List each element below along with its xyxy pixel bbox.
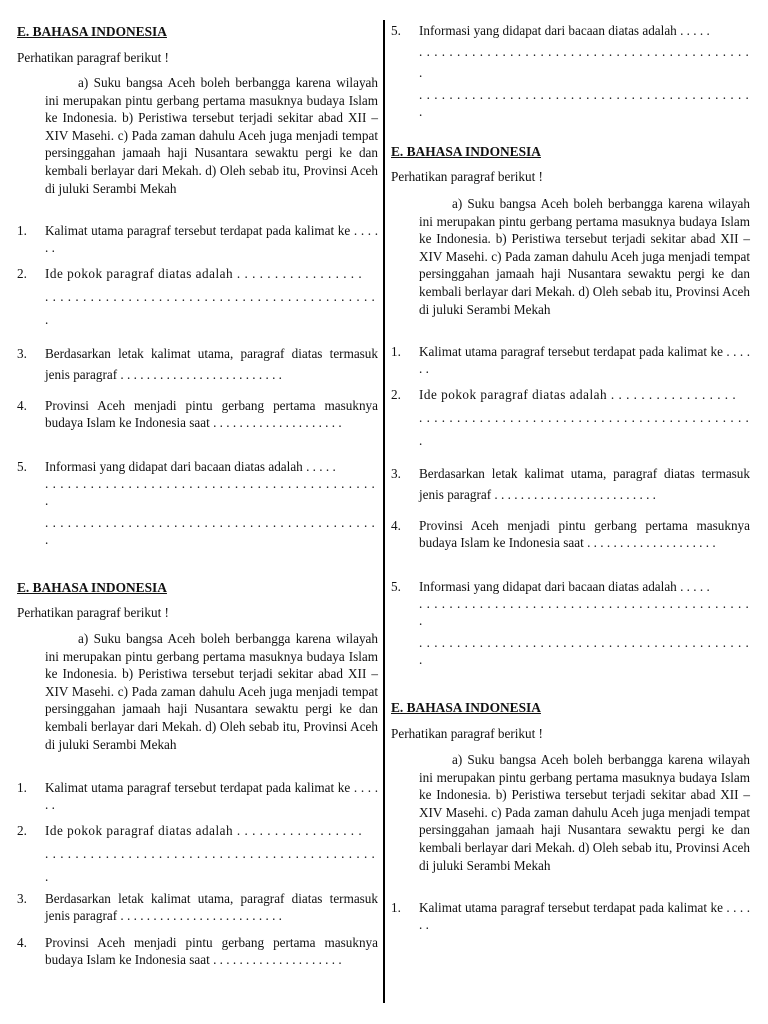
worksheet-heading: E. BAHASA INDONESIA bbox=[391, 700, 541, 715]
question-text: Informasi yang didapat dari bacaan diatas adalah . . . . . bbox=[45, 459, 336, 474]
answer-line-end: . bbox=[45, 869, 49, 884]
question-text: Berdasarkan letak kalimat utama, paragraf diatas termasuk jenis paragraf . . . . . . . . . . . . . . . . . . . . . . . . . bbox=[45, 891, 378, 923]
question-1 bbox=[17, 222, 378, 256]
reading-paragraph: a) Suku bangsa Aceh boleh berbangga karena wilayah ini merupakan pintu gerbang pertama masuknya budaya Islam ke Indonesia. b) Peristiwa tersebut terjadi sekitar abad XII – XIV Masehi. c) Pada zaman dahulu Aceh juga menjadi tempat persinggahan jamaah haji Nusantara sewaktu pergi ke dan kembali berlayar dari Mekah. d) Oleh sebab itu, Provinsi Aceh di juluki Serambi Mekah bbox=[419, 196, 750, 317]
question-number: 4. bbox=[17, 935, 27, 950]
answer-line-end: . bbox=[45, 312, 49, 327]
question-text: Ide pokok paragraf diatas adalah . . . . . . . . . . . . . . . . . bbox=[45, 823, 363, 838]
worksheet-heading: E. BAHASA INDONESIA bbox=[17, 580, 167, 595]
question-number: 2. bbox=[17, 266, 27, 281]
question-number: 2. bbox=[391, 387, 401, 402]
question-text: Berdasarkan letak kalimat utama, paragraf diatas termasuk jenis paragraf . . . . . . . . . . . . . . . . . . . . . . . . . bbox=[45, 346, 378, 382]
question-number: 1. bbox=[17, 223, 27, 238]
question-number: 3. bbox=[17, 346, 27, 361]
answer-line: . . . . . . . . . . . . . . . . . . . . . . . . . . . . . . . . . . . . . . . . . . . . bbox=[419, 635, 750, 650]
question-3 bbox=[391, 463, 750, 505]
question-1 bbox=[391, 343, 750, 377]
answer-line: . . . . . . . . . . . . . . . . . . . . . . . . . . . . . . . . . . . . . . . . . . . . bbox=[45, 476, 376, 491]
answer-line: . . . . . . . . . . . . . . . . . . . . . . . . . . . . . . . . . . . . . . . . . . . . bbox=[419, 87, 750, 102]
question-5 bbox=[391, 578, 750, 668]
question-number: 5. bbox=[17, 459, 27, 474]
question-number: 1. bbox=[391, 344, 401, 359]
question-number: 3. bbox=[391, 466, 401, 481]
answer-line: . . . . . . . . . . . . . . . . . . . . . . . . . . . . . . . . . . . . . . . . . . . . bbox=[45, 289, 376, 304]
worksheet-intro: Perhatikan paragraf berikut ! bbox=[391, 726, 543, 741]
question-number: 4. bbox=[391, 518, 401, 533]
answer-line-end: . bbox=[419, 433, 423, 448]
worksheet-heading: E. BAHASA INDONESIA bbox=[391, 144, 541, 159]
question-5 bbox=[391, 22, 750, 120]
answer-line: . . . . . . . . . . . . . . . . . . . . . . . . . . . . . . . . . . . . . . . . . . . . bbox=[419, 410, 750, 425]
question-4 bbox=[17, 397, 378, 431]
question-text: Ide pokok paragraf diatas adalah . . . . . . . . . . . . . . . . . bbox=[419, 387, 737, 402]
question-3 bbox=[17, 343, 378, 385]
reading-paragraph: a) Suku bangsa Aceh boleh berbangga karena wilayah ini merupakan pintu gerbang pertama masuknya budaya Islam ke Indonesia. b) Peristiwa tersebut terjadi sekitar abad XII – XIV Masehi. c) Pada zaman dahulu Aceh juga menjadi tempat persinggahan jamaah haji Nusantara sewaktu pergi ke dan kembali berlayar dari Mekah. d) Oleh sebab itu, Provinsi Aceh di juluki Serambi Mekah bbox=[45, 75, 378, 196]
question-3 bbox=[17, 890, 378, 924]
question-text: Kalimat utama paragraf tersebut terdapat pada kalimat ke . . . . . . bbox=[45, 223, 378, 255]
question-text: Ide pokok paragraf diatas adalah . . . . . . . . . . . . . . . . . bbox=[45, 266, 363, 281]
worksheet-heading: E. BAHASA INDONESIA bbox=[17, 24, 167, 39]
answer-line: . . . . . . . . . . . . . . . . . . . . . . . . . . . . . . . . . . . . . . . . . . . . bbox=[45, 846, 376, 861]
question-number: 3. bbox=[17, 891, 27, 906]
reading-paragraph: a) Suku bangsa Aceh boleh berbangga karena wilayah ini merupakan pintu gerbang pertama masuknya budaya Islam ke Indonesia. b) Peristiwa tersebut terjadi sekitar abad XII – XIV Masehi. c) Pada zaman dahulu Aceh juga menjadi tempat persinggahan jamaah haji Nusantara sewaktu pergi ke dan kembali berlayar dari Mekah. d) Oleh sebab itu, Provinsi Aceh di juluki Serambi Mekah bbox=[45, 631, 378, 752]
question-1 bbox=[391, 899, 750, 933]
answer-line-end: . bbox=[419, 65, 423, 80]
question-text: Berdasarkan letak kalimat utama, paragraf diatas termasuk jenis paragraf . . . . . . . . . . . . . . . . . . . . . . . . . bbox=[419, 466, 750, 502]
question-text: Provinsi Aceh menjadi pintu gerbang pertama masuknya budaya Islam ke Indonesia saat . . . . . . . . . . . . . . . . . . . . bbox=[419, 518, 750, 550]
answer-line-end: . bbox=[419, 104, 423, 119]
answer-line: . . . . . . . . . . . . . . . . . . . . . . . . . . . . . . . . . . . . . . . . . . . . bbox=[419, 596, 750, 611]
column-divider bbox=[383, 20, 385, 1003]
question-number: 5. bbox=[391, 579, 401, 594]
answer-line-end: . bbox=[45, 493, 49, 508]
question-2 bbox=[17, 265, 378, 328]
question-text: Informasi yang didapat dari bacaan diatas adalah . . . . . bbox=[419, 23, 710, 38]
answer-line: . . . . . . . . . . . . . . . . . . . . . . . . . . . . . . . . . . . . . . . . . . . . bbox=[419, 44, 750, 59]
reading-paragraph: a) Suku bangsa Aceh boleh berbangga karena wilayah ini merupakan pintu gerbang pertama masuknya budaya Islam ke Indonesia. b) Peristiwa tersebut terjadi sekitar abad XII – XIV Masehi. c) Pada zaman dahulu Aceh juga menjadi tempat persinggahan jamaah haji Nusantara sewaktu pergi ke dan kembali berlayar dari Mekah. d) Oleh sebab itu, Provinsi Aceh di juluki Serambi Mekah bbox=[419, 752, 750, 873]
worksheet-intro: Perhatikan paragraf berikut ! bbox=[17, 605, 169, 620]
question-text: Kalimat utama paragraf tersebut terdapat pada kalimat ke . . . . . . bbox=[45, 780, 378, 812]
question-number: 2. bbox=[17, 823, 27, 838]
question-2 bbox=[17, 822, 378, 885]
answer-line: . . . . . . . . . . . . . . . . . . . . . . . . . . . . . . . . . . . . . . . . . . . . bbox=[45, 515, 376, 530]
question-text: Provinsi Aceh menjadi pintu gerbang pertama masuknya budaya Islam ke Indonesia saat . . . . . . . . . . . . . . . . . . . . bbox=[45, 935, 378, 967]
question-text: Provinsi Aceh menjadi pintu gerbang pertama masuknya budaya Islam ke Indonesia saat . . . . . . . . . . . . . . . . . . . . bbox=[45, 398, 378, 430]
worksheet-intro: Perhatikan paragraf berikut ! bbox=[391, 169, 543, 184]
question-4 bbox=[17, 934, 378, 968]
question-4 bbox=[391, 517, 750, 551]
question-2 bbox=[391, 386, 750, 449]
question-number: 1. bbox=[391, 900, 401, 915]
answer-line-end: . bbox=[419, 652, 423, 667]
question-number: 4. bbox=[17, 398, 27, 413]
answer-line-end: . bbox=[45, 532, 49, 547]
worksheet-intro: Perhatikan paragraf berikut ! bbox=[17, 50, 169, 65]
question-text: Informasi yang didapat dari bacaan diatas adalah . . . . . bbox=[419, 579, 710, 594]
question-5 bbox=[17, 458, 378, 548]
question-text: Kalimat utama paragraf tersebut terdapat pada kalimat ke . . . . . . bbox=[419, 344, 750, 376]
answer-line-end: . bbox=[419, 613, 423, 628]
question-number: 5. bbox=[391, 23, 401, 38]
question-text: Kalimat utama paragraf tersebut terdapat pada kalimat ke . . . . . . bbox=[419, 900, 750, 932]
question-number: 1. bbox=[17, 780, 27, 795]
question-1 bbox=[17, 779, 378, 813]
